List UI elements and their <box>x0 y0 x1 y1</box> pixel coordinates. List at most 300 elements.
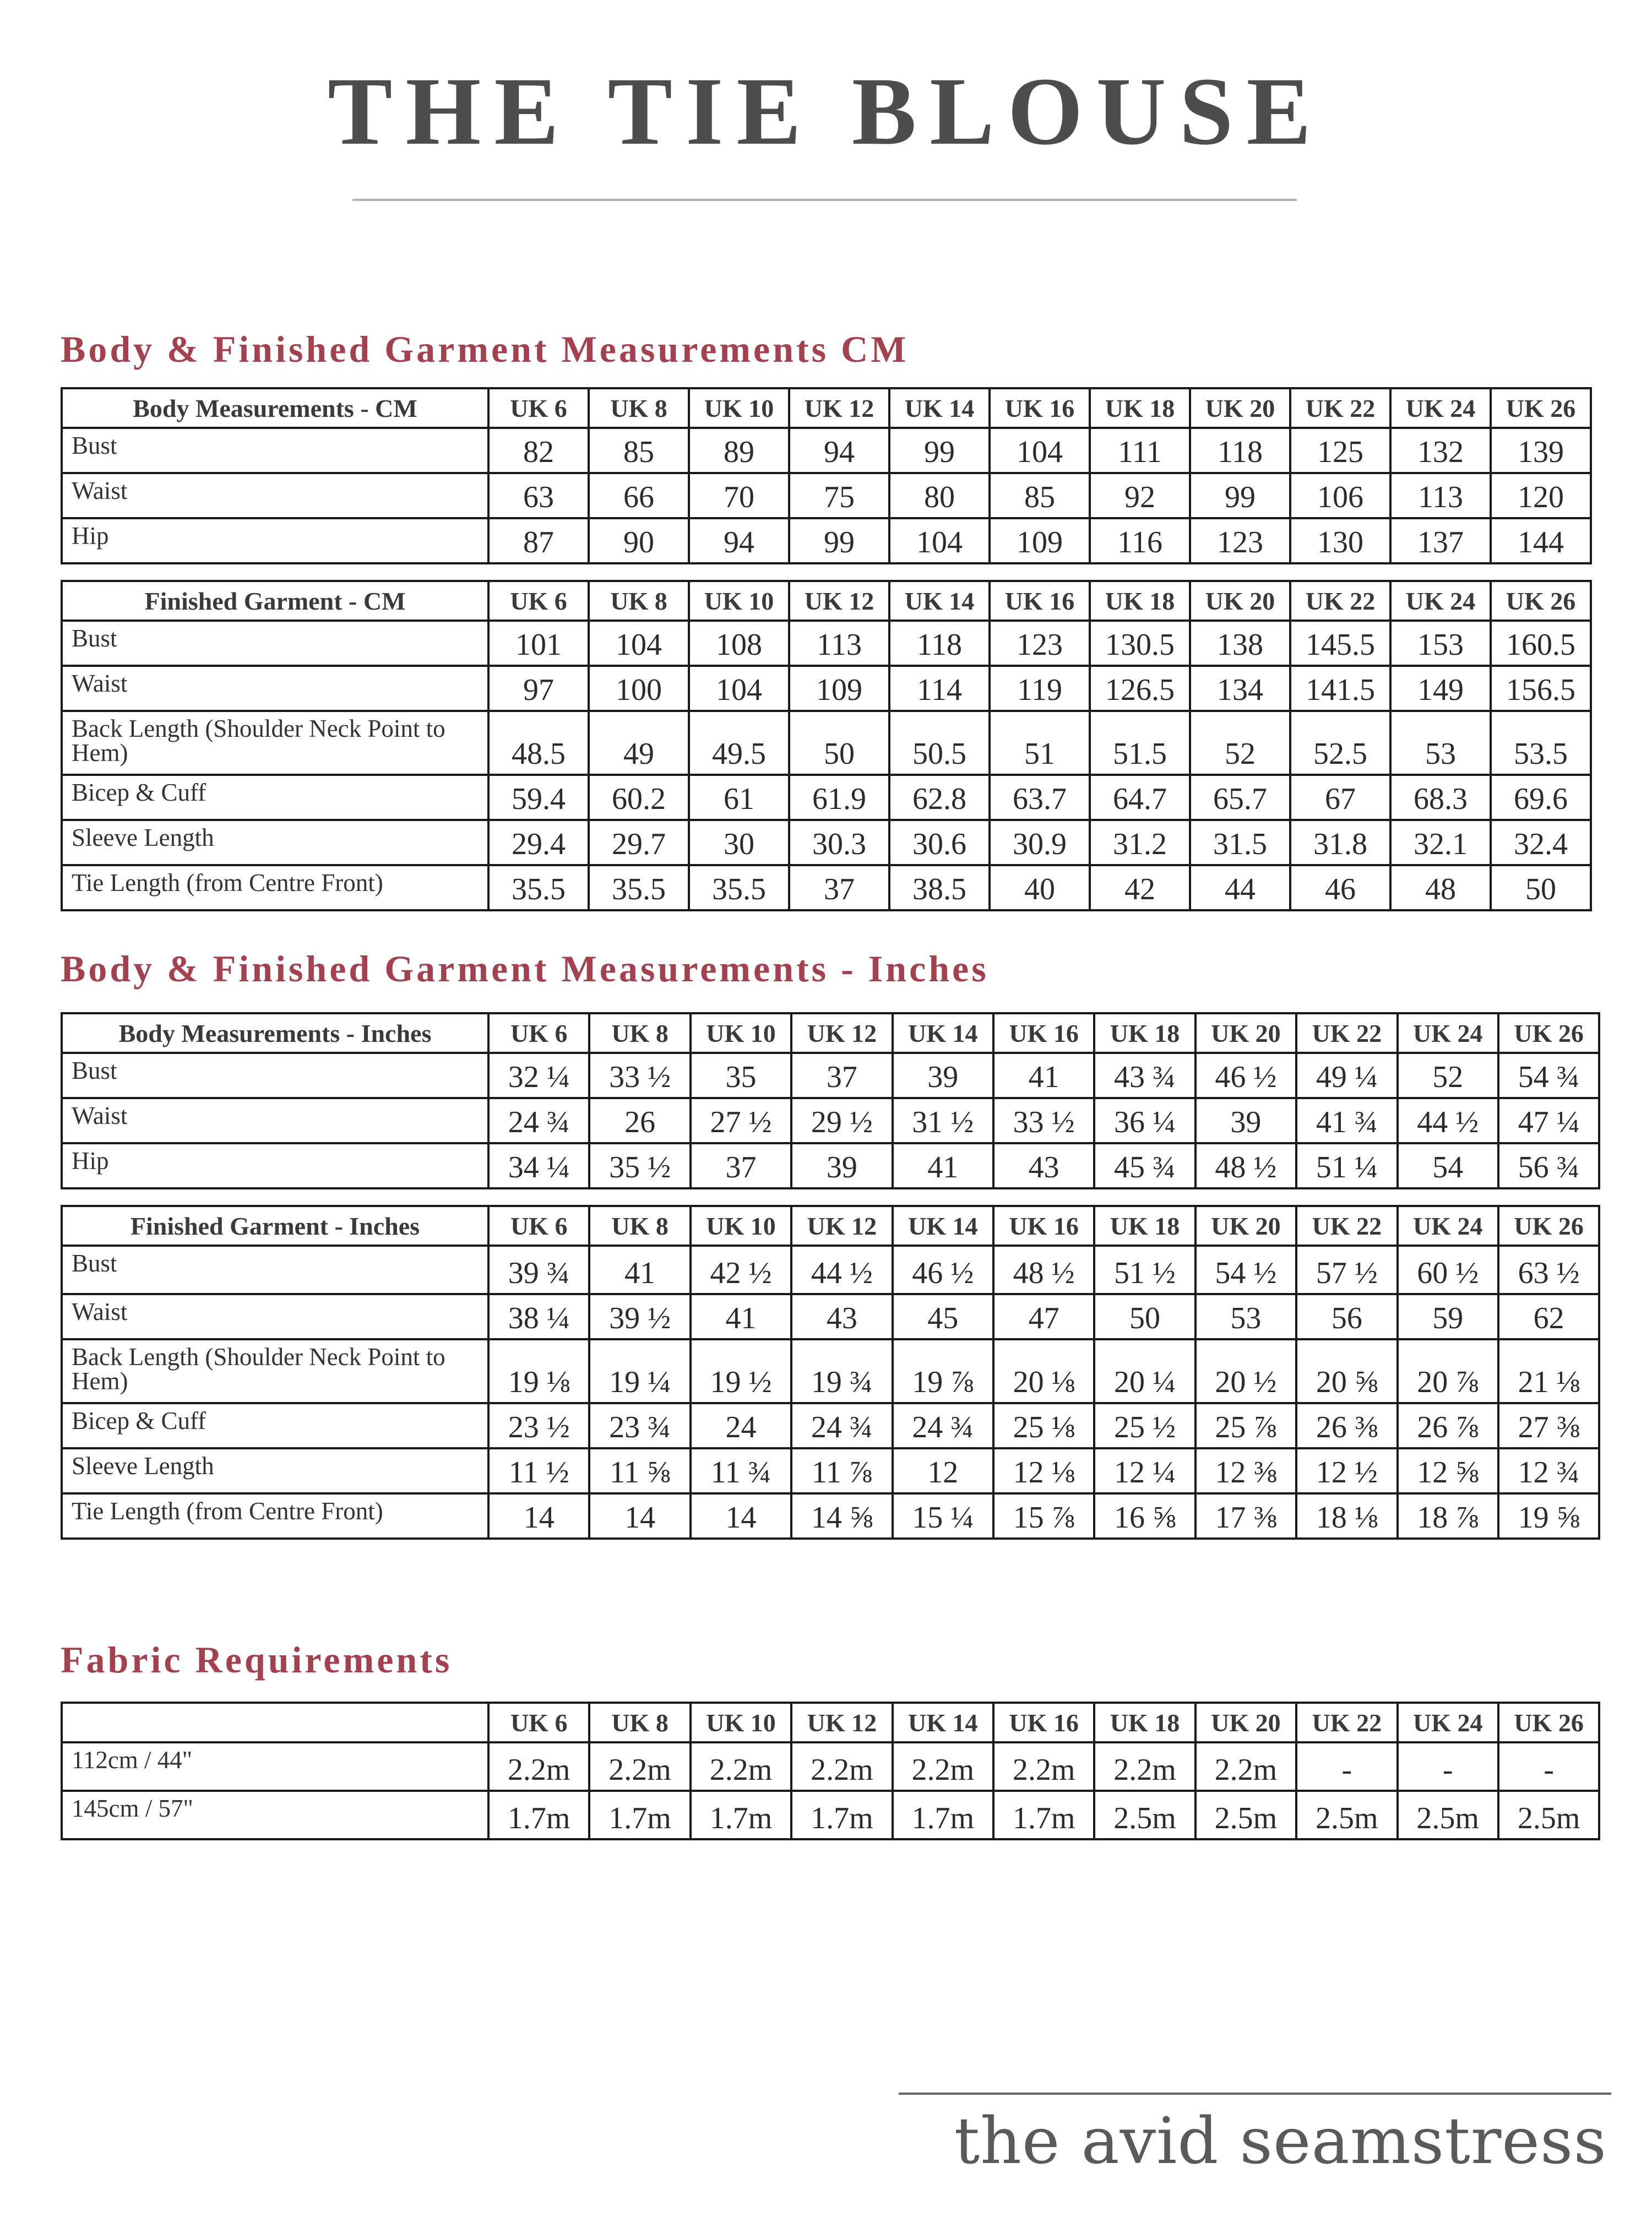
size-header: UK 24 <box>1390 581 1491 621</box>
table-cell: 12 ¾ <box>1498 1448 1599 1493</box>
size-header: UK 14 <box>893 1206 993 1246</box>
table-cell: 87 <box>488 518 589 563</box>
table-cell: 25 ½ <box>1094 1403 1195 1448</box>
row-label: Tie Length (from Centre Front) <box>62 865 488 910</box>
table-cell: - <box>1398 1742 1498 1791</box>
size-header: UK 20 <box>1195 1703 1296 1742</box>
row-label: Hip <box>62 518 488 563</box>
table-cell: 126.5 <box>1090 666 1190 711</box>
table-cell: 1.7m <box>589 1791 690 1839</box>
table-cell: 12 <box>893 1448 993 1493</box>
table-cell: 39 <box>791 1143 892 1188</box>
table-cell: 35.5 <box>689 865 789 910</box>
table-cell: 114 <box>889 666 990 711</box>
size-header: UK 16 <box>993 1013 1094 1053</box>
table-cell: 101 <box>488 621 589 666</box>
table-cell: 11 ⅞ <box>791 1448 892 1493</box>
table-cell: 17 ⅜ <box>1195 1493 1296 1539</box>
size-header: UK 12 <box>789 388 889 428</box>
size-header: UK 14 <box>889 388 990 428</box>
table-cell: 2.2m <box>993 1742 1094 1791</box>
table-cell: 48.5 <box>488 711 589 775</box>
size-header: UK 20 <box>1195 1013 1296 1053</box>
table-cell: 19 ¼ <box>589 1339 690 1403</box>
section-heading-inches: Body & Finished Garment Measurements - Inches <box>61 948 989 990</box>
table-cell: 36 ¼ <box>1094 1098 1195 1143</box>
table-cell: 52 <box>1398 1053 1498 1098</box>
table-cell: 46 ½ <box>893 1246 993 1294</box>
table-cell: 42 <box>1090 865 1190 910</box>
table-cell: 39 ½ <box>589 1294 690 1339</box>
table-cell: 56 <box>1296 1294 1397 1339</box>
table-row <box>62 865 1591 910</box>
footer-divider <box>899 2093 1611 2095</box>
table-cell: 15 ⅞ <box>993 1493 1094 1539</box>
table-cell: 32 ¼ <box>488 1053 589 1098</box>
table-cell: 132 <box>1390 428 1491 473</box>
table-cell: 113 <box>789 621 889 666</box>
table-cell: 12 ½ <box>1296 1448 1397 1493</box>
table-cell: 1.7m <box>691 1791 791 1839</box>
table-cell: 41 <box>893 1143 993 1188</box>
table-cell: 35 ½ <box>589 1143 690 1188</box>
row-label: Waist <box>62 1294 488 1339</box>
row-label: Back Length (Shoulder Neck Point to Hem) <box>62 711 488 775</box>
table-cell: 46 <box>1290 865 1390 910</box>
size-header: UK 26 <box>1498 1013 1599 1053</box>
table-cell: 32.1 <box>1390 820 1491 865</box>
table-cell: 2.2m <box>893 1742 993 1791</box>
size-header: UK 18 <box>1094 1703 1195 1742</box>
table-cell: 118 <box>1190 428 1290 473</box>
size-header: UK 8 <box>589 1703 690 1742</box>
table-cell: 42 ½ <box>691 1246 791 1294</box>
table-row <box>62 473 1591 518</box>
table-cell: 75 <box>789 473 889 518</box>
row-label: Bust <box>62 1053 488 1098</box>
table-row <box>62 820 1591 865</box>
row-label: Bust <box>62 1246 488 1294</box>
table-cell: 19 ⅞ <box>893 1339 993 1403</box>
table-cell: 19 ⅝ <box>1498 1493 1599 1539</box>
size-header: UK 22 <box>1290 581 1390 621</box>
table-row <box>62 1098 1599 1143</box>
table-cell: 40 <box>990 865 1090 910</box>
table-row <box>62 775 1591 820</box>
table-cell: 59 <box>1398 1294 1498 1339</box>
table-cell: 1.7m <box>893 1791 993 1839</box>
size-header: UK 20 <box>1195 1206 1296 1246</box>
size-header: UK 6 <box>488 1013 589 1053</box>
table-cell: 61.9 <box>789 775 889 820</box>
table-cell: 30.3 <box>789 820 889 865</box>
table-cell: 12 ⅝ <box>1398 1448 1498 1493</box>
size-header: UK 20 <box>1190 581 1290 621</box>
table-cell: 43 <box>993 1143 1094 1188</box>
table-cell: 2.5m <box>1498 1791 1599 1839</box>
table-cell: 52.5 <box>1290 711 1390 775</box>
table-cell: 156.5 <box>1491 666 1591 711</box>
table-cell: 50 <box>1094 1294 1195 1339</box>
table-cell: 30 <box>689 820 789 865</box>
size-header: UK 26 <box>1491 388 1591 428</box>
row-label: 112cm / 44" <box>62 1742 488 1791</box>
table-cell: 19 ½ <box>691 1339 791 1403</box>
table-cell: 11 ¾ <box>691 1448 791 1493</box>
table-cell: 25 ⅞ <box>1195 1403 1296 1448</box>
table-cell: 125 <box>1290 428 1390 473</box>
table-cell: 53 <box>1390 711 1491 775</box>
table-cell: 139 <box>1491 428 1591 473</box>
size-header: UK 24 <box>1390 388 1491 428</box>
page-title: THE TIE BLOUSE <box>328 58 1324 165</box>
table-cell: 41 <box>589 1246 690 1294</box>
table-cell: 97 <box>488 666 589 711</box>
table-cell: 90 <box>589 518 689 563</box>
table-cell: 60.2 <box>589 775 689 820</box>
size-header: UK 10 <box>689 388 789 428</box>
table-cell: 21 ⅛ <box>1498 1339 1599 1403</box>
table-cell: 14 <box>488 1493 589 1539</box>
size-header: UK 6 <box>488 388 589 428</box>
table-cell: 144 <box>1491 518 1591 563</box>
table-cell: 80 <box>889 473 990 518</box>
row-label: Waist <box>62 473 488 518</box>
size-header: UK 6 <box>488 1703 589 1742</box>
table-cell: 2.5m <box>1094 1791 1195 1839</box>
table-cell: 61 <box>689 775 789 820</box>
table-cell: 94 <box>789 428 889 473</box>
table-header-label: Body Measurements - Inches <box>62 1013 488 1053</box>
table-cell: 64.7 <box>1090 775 1190 820</box>
size-header: UK 10 <box>689 581 789 621</box>
finished-garment-cm-table <box>61 580 1592 911</box>
table-cell: 54 ½ <box>1195 1246 1296 1294</box>
table-cell: 65.7 <box>1190 775 1290 820</box>
table-cell: 31.2 <box>1090 820 1190 865</box>
table-cell: 49 <box>589 711 689 775</box>
size-header: UK 16 <box>990 388 1090 428</box>
table-cell: 138 <box>1190 621 1290 666</box>
table-cell: 44 ½ <box>791 1246 892 1294</box>
table-cell: 160.5 <box>1491 621 1591 666</box>
table-cell: 16 ⅝ <box>1094 1493 1195 1539</box>
size-header: UK 20 <box>1190 388 1290 428</box>
table-cell: 37 <box>789 865 889 910</box>
table-cell: 134 <box>1190 666 1290 711</box>
table-cell: 85 <box>990 473 1090 518</box>
table-cell: 39 <box>893 1053 993 1098</box>
table-header-label: Body Measurements - CM <box>62 388 488 428</box>
table-cell: 104 <box>889 518 990 563</box>
title-divider <box>352 199 1297 201</box>
table-cell: 123 <box>990 621 1090 666</box>
table-cell: 23 ½ <box>488 1403 589 1448</box>
table-cell: 66 <box>589 473 689 518</box>
size-header: UK 16 <box>993 1703 1094 1742</box>
table-cell: 33 ½ <box>589 1053 690 1098</box>
row-label: Hip <box>62 1143 488 1188</box>
table-cell: 2.2m <box>1094 1742 1195 1791</box>
table-cell: 111 <box>1090 428 1190 473</box>
table-cell: 30.6 <box>889 820 990 865</box>
table-cell: 37 <box>691 1143 791 1188</box>
size-header: UK 14 <box>889 581 990 621</box>
table-cell: 1.7m <box>993 1791 1094 1839</box>
table-cell: 41 <box>993 1053 1094 1098</box>
size-header: UK 12 <box>791 1703 892 1742</box>
table-cell: 85 <box>589 428 689 473</box>
table-cell: 18 ⅞ <box>1398 1493 1498 1539</box>
table-cell: 33 ½ <box>993 1098 1094 1143</box>
table-row <box>62 1339 1599 1403</box>
table-cell: - <box>1296 1742 1397 1791</box>
size-header: UK 6 <box>488 1206 589 1246</box>
table-header-label: Finished Garment - CM <box>62 581 488 621</box>
table-cell: 32.4 <box>1491 820 1591 865</box>
table-cell: 109 <box>990 518 1090 563</box>
table-cell: 41 ¾ <box>1296 1098 1397 1143</box>
table-cell: 24 ¾ <box>488 1098 589 1143</box>
table-cell: 12 ⅛ <box>993 1448 1094 1493</box>
table-cell: 99 <box>1190 473 1290 518</box>
table-cell: 145.5 <box>1290 621 1390 666</box>
row-label: Waist <box>62 666 488 711</box>
row-label: Bust <box>62 428 488 473</box>
table-cell: 116 <box>1090 518 1190 563</box>
size-header: UK 24 <box>1398 1703 1498 1742</box>
body-measurements-inches-table <box>61 1012 1600 1189</box>
table-cell: 20 ⅛ <box>993 1339 1094 1403</box>
table-cell: 49 ¼ <box>1296 1053 1397 1098</box>
table-cell: 43 <box>791 1294 892 1339</box>
table-cell: 56 ¾ <box>1498 1143 1599 1188</box>
row-label: 145cm / 57" <box>62 1791 488 1839</box>
table-cell: 141.5 <box>1290 666 1390 711</box>
size-header: UK 22 <box>1296 1703 1397 1742</box>
table-header-row <box>62 1703 1599 1742</box>
fabric-requirements-table <box>61 1702 1600 1840</box>
table-cell: 34 ¼ <box>488 1143 589 1188</box>
table-cell: 19 ¾ <box>791 1339 892 1403</box>
table-row <box>62 1493 1599 1539</box>
size-header: UK 8 <box>589 388 689 428</box>
table-cell: 30.9 <box>990 820 1090 865</box>
size-header: UK 12 <box>789 581 889 621</box>
size-header: UK 8 <box>589 1206 690 1246</box>
row-label: Sleeve Length <box>62 820 488 865</box>
table-cell: 2.5m <box>1398 1791 1498 1839</box>
row-label: Tie Length (from Centre Front) <box>62 1493 488 1539</box>
row-label: Bicep & Cuff <box>62 775 488 820</box>
table-header-row <box>62 388 1591 428</box>
table-cell: 63 <box>488 473 589 518</box>
table-cell: 63 ½ <box>1498 1246 1599 1294</box>
table-cell: 24 ¾ <box>893 1403 993 1448</box>
size-header: UK 18 <box>1094 1013 1195 1053</box>
table-row <box>62 1294 1599 1339</box>
table-cell: 2.2m <box>791 1742 892 1791</box>
table-cell: 137 <box>1390 518 1491 563</box>
size-header: UK 22 <box>1296 1013 1397 1053</box>
table-cell: 29.4 <box>488 820 589 865</box>
table-cell: 18 ⅛ <box>1296 1493 1397 1539</box>
table-cell: 51 <box>990 711 1090 775</box>
table-cell: 25 ⅛ <box>993 1403 1094 1448</box>
table-cell: 26 ⅞ <box>1398 1403 1498 1448</box>
size-header: UK 12 <box>791 1013 892 1053</box>
table-cell: 45 <box>893 1294 993 1339</box>
table-cell: 94 <box>689 518 789 563</box>
table-cell: 51.5 <box>1090 711 1190 775</box>
table-cell: 89 <box>689 428 789 473</box>
table-cell: 104 <box>990 428 1090 473</box>
table-cell: 130.5 <box>1090 621 1190 666</box>
table-cell: 99 <box>889 428 990 473</box>
table-cell: 26 ⅜ <box>1296 1403 1397 1448</box>
table-cell: 14 <box>691 1493 791 1539</box>
table-row <box>62 621 1591 666</box>
table-cell: 92 <box>1090 473 1190 518</box>
table-cell: 70 <box>689 473 789 518</box>
table-cell: 68.3 <box>1390 775 1491 820</box>
size-header: UK 18 <box>1094 1206 1195 1246</box>
table-cell: 69.6 <box>1491 775 1591 820</box>
table-cell: 44 <box>1190 865 1290 910</box>
table-cell: 50.5 <box>889 711 990 775</box>
table-cell: 99 <box>789 518 889 563</box>
table-cell: 60 ½ <box>1398 1246 1498 1294</box>
table-cell: 20 ½ <box>1195 1339 1296 1403</box>
row-label: Bust <box>62 621 488 666</box>
table-cell: 35.5 <box>488 865 589 910</box>
table-cell: 27 ½ <box>691 1098 791 1143</box>
table-cell: 62.8 <box>889 775 990 820</box>
size-header: UK 6 <box>488 581 589 621</box>
table-cell: 1.7m <box>488 1791 589 1839</box>
table-cell: 12 ¼ <box>1094 1448 1195 1493</box>
table-cell: 50 <box>1491 865 1591 910</box>
table-cell: 104 <box>589 621 689 666</box>
table-row <box>62 1448 1599 1493</box>
table-cell: 2.2m <box>1195 1742 1296 1791</box>
table-cell: 2.2m <box>589 1742 690 1791</box>
size-header: UK 26 <box>1498 1206 1599 1246</box>
table-cell: 48 <box>1390 865 1491 910</box>
size-header: UK 24 <box>1398 1013 1498 1053</box>
table-cell: 53.5 <box>1491 711 1591 775</box>
table-cell: 104 <box>689 666 789 711</box>
table-row <box>62 518 1591 563</box>
table-row <box>62 666 1591 711</box>
size-header: UK 8 <box>589 1013 690 1053</box>
table-row <box>62 1246 1599 1294</box>
table-cell: 82 <box>488 428 589 473</box>
brand-signature: the avid seamstress <box>954 2104 1607 2178</box>
table-cell: 100 <box>589 666 689 711</box>
table-cell: 119 <box>990 666 1090 711</box>
table-cell: 67 <box>1290 775 1390 820</box>
table-cell: 39 <box>1195 1098 1296 1143</box>
table-cell: 24 ¾ <box>791 1403 892 1448</box>
table-header-row <box>62 1013 1599 1053</box>
row-label: Waist <box>62 1098 488 1143</box>
body-measurements-cm-table <box>61 387 1592 564</box>
table-cell: 62 <box>1498 1294 1599 1339</box>
table-header-row <box>62 581 1591 621</box>
size-header: UK 10 <box>691 1206 791 1246</box>
table-header-label: Finished Garment - Inches <box>62 1206 488 1246</box>
table-cell: 46 ½ <box>1195 1053 1296 1098</box>
table-cell: 1.7m <box>791 1791 892 1839</box>
table-cell: 35 <box>691 1053 791 1098</box>
size-header: UK 16 <box>990 581 1090 621</box>
table-cell: 2.2m <box>691 1742 791 1791</box>
table-cell: 149 <box>1390 666 1491 711</box>
table-cell: 106 <box>1290 473 1390 518</box>
table-cell: 54 <box>1398 1143 1498 1188</box>
table-cell: 130 <box>1290 518 1390 563</box>
table-cell: 24 <box>691 1403 791 1448</box>
table-cell: 52 <box>1190 711 1290 775</box>
table-cell: 57 ½ <box>1296 1246 1397 1294</box>
table-row <box>62 1143 1599 1188</box>
table-cell: 38.5 <box>889 865 990 910</box>
table-cell: 123 <box>1190 518 1290 563</box>
size-header: UK 10 <box>691 1013 791 1053</box>
table-row <box>62 1791 1599 1839</box>
table-cell: 120 <box>1491 473 1591 518</box>
table-cell: 44 ½ <box>1398 1098 1498 1143</box>
table-cell: 31.5 <box>1190 820 1290 865</box>
table-cell: 20 ⅞ <box>1398 1339 1498 1403</box>
table-cell: 51 ½ <box>1094 1246 1195 1294</box>
table-cell: 31 ½ <box>893 1098 993 1143</box>
size-header: UK 18 <box>1090 581 1190 621</box>
table-cell: 47 <box>993 1294 1094 1339</box>
table-cell: 118 <box>889 621 990 666</box>
table-cell: 15 ¼ <box>893 1493 993 1539</box>
table-cell: 11 ½ <box>488 1448 589 1493</box>
table-cell: 45 ¾ <box>1094 1143 1195 1188</box>
table-row <box>62 1403 1599 1448</box>
size-header: UK 18 <box>1090 388 1190 428</box>
size-header: UK 14 <box>893 1013 993 1053</box>
table-cell: 19 ⅛ <box>488 1339 589 1403</box>
table-cell: 153 <box>1390 621 1491 666</box>
table-cell: - <box>1498 1742 1599 1791</box>
table-cell: 59.4 <box>488 775 589 820</box>
table-cell: 109 <box>789 666 889 711</box>
table-cell: 54 ¾ <box>1498 1053 1599 1098</box>
table-cell: 47 ¼ <box>1498 1098 1599 1143</box>
table-cell: 51 ¼ <box>1296 1143 1397 1188</box>
table-header-row <box>62 1206 1599 1246</box>
table-cell: 2.5m <box>1195 1791 1296 1839</box>
table-cell: 31.8 <box>1290 820 1390 865</box>
row-label: Sleeve Length <box>62 1448 488 1493</box>
section-heading-cm: Body & Finished Garment Measurements CM <box>61 328 909 370</box>
table-cell: 48 ½ <box>1195 1143 1296 1188</box>
section-heading-fabric: Fabric Requirements <box>61 1639 453 1681</box>
table-cell: 113 <box>1390 473 1491 518</box>
table-cell: 29 ½ <box>791 1098 892 1143</box>
table-cell: 26 <box>589 1098 690 1143</box>
table-row <box>62 1053 1599 1098</box>
size-header: UK 14 <box>893 1703 993 1742</box>
size-header: UK 12 <box>791 1206 892 1246</box>
table-cell: 37 <box>791 1053 892 1098</box>
